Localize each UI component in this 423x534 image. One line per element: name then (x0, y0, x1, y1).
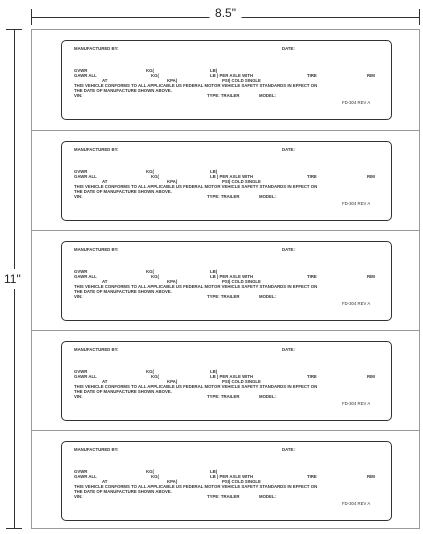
conformity-statement-line2: THE DATE OF MANUFACTURE SHOWN ABOVE. (74, 88, 172, 93)
model-label: MODEL: (259, 394, 276, 399)
gvwr-label: GVWR (74, 469, 88, 474)
label-sheet (31, 29, 420, 529)
gawr-all-label: GAWR ALL (74, 474, 97, 479)
gvwr-lb-label: LB) (210, 68, 218, 73)
vehicle-certification-label (61, 241, 392, 321)
psi-cold-single-label: PSI) COLD SINGLE (222, 379, 261, 384)
lb-per-axle-label: LB ) PER AXLE WITH (210, 73, 254, 78)
rim-label: RIM (367, 374, 375, 379)
form-id-label: FD-304 REV A (342, 301, 371, 306)
lb-per-axle-label: LB ) PER AXLE WITH (210, 274, 254, 279)
height-label: 11" (4, 269, 21, 289)
conformity-statement-line2: THE DATE OF MANUFACTURE SHOWN ABOVE. (74, 389, 172, 394)
manufactured-by-label: MANUFACTURED BY: (74, 46, 119, 51)
label-slot (32, 30, 419, 130)
type-trailer-label: TYPE: TRAILER (207, 93, 240, 98)
rim-label: RIM (367, 73, 375, 78)
model-label: MODEL: (259, 194, 276, 199)
lb-per-axle-label: LB ) PER AXLE WITH (210, 374, 254, 379)
lb-per-axle-label: LB ) PER AXLE WITH (210, 174, 254, 179)
gvwr-lb-label: LB) (210, 469, 218, 474)
manufactured-by-label: MANUFACTURED BY: (74, 247, 119, 252)
date-label: DATE: (282, 147, 295, 152)
tire-label: TIRE (307, 174, 317, 179)
tire-label: TIRE (307, 374, 317, 379)
kpa-label: KPA( (167, 78, 178, 83)
vehicle-certification-label (61, 341, 392, 421)
conformity-statement-line1: THIS VEHICLE CONFORMS TO ALL APPLICABLE US FEDERAL MOTOR VEHICLE SAFETY STANDARDS IN EFFECT ON (74, 384, 318, 389)
width-label: 8.5" (209, 6, 242, 20)
label-slot (32, 230, 419, 330)
label-slot (32, 130, 419, 230)
kpa-label: KPA( (167, 379, 178, 384)
gawr-kg-label: KG( (151, 73, 159, 78)
tire-label: TIRE (307, 73, 317, 78)
vin-label: VIN: (74, 294, 83, 299)
vin-label: VIN: (74, 494, 83, 499)
conformity-statement-line1: THIS VEHICLE CONFORMS TO ALL APPLICABLE US FEDERAL MOTOR VEHICLE SAFETY STANDARDS IN EFFECT ON (74, 83, 318, 88)
kpa-label: KPA( (167, 179, 178, 184)
type-trailer-label: TYPE: TRAILER (207, 394, 240, 399)
gvwr-lb-label: LB) (210, 269, 218, 274)
gvwr-label: GVWR (74, 369, 88, 374)
psi-cold-single-label: PSI) COLD SINGLE (222, 279, 261, 284)
conformity-statement-line2: THE DATE OF MANUFACTURE SHOWN ABOVE. (74, 189, 172, 194)
gvwr-kg-label: KG( (146, 68, 154, 73)
at-label: AT (102, 379, 108, 384)
gvwr-kg-label: KG( (146, 469, 154, 474)
date-label: DATE: (282, 247, 295, 252)
type-trailer-label: TYPE: TRAILER (207, 194, 240, 199)
gvwr-kg-label: KG( (146, 269, 154, 274)
gvwr-label: GVWR (74, 269, 88, 274)
gawr-kg-label: KG( (151, 474, 159, 479)
form-id-label: FD-304 REV A (342, 501, 371, 506)
conformity-statement-line1: THIS VEHICLE CONFORMS TO ALL APPLICABLE US FEDERAL MOTOR VEHICLE SAFETY STANDARDS IN EFFECT ON (74, 484, 318, 489)
form-id-label: FD-304 REV A (342, 401, 371, 406)
date-label: DATE: (282, 347, 295, 352)
width-tick-right (419, 9, 420, 25)
manufactured-by-label: MANUFACTURED BY: (74, 347, 119, 352)
tire-label: TIRE (307, 274, 317, 279)
date-label: DATE: (282, 46, 295, 51)
conformity-statement-line2: THE DATE OF MANUFACTURE SHOWN ABOVE. (74, 489, 172, 494)
kpa-label: KPA( (167, 479, 178, 484)
at-label: AT (102, 78, 108, 83)
psi-cold-single-label: PSI) COLD SINGLE (222, 479, 261, 484)
at-label: AT (102, 479, 108, 484)
at-label: AT (102, 179, 108, 184)
tire-label: TIRE (307, 474, 317, 479)
gawr-kg-label: KG( (151, 374, 159, 379)
vehicle-certification-label (61, 40, 392, 120)
model-label: MODEL: (259, 494, 276, 499)
vin-label: VIN: (74, 93, 83, 98)
width-tick-left (31, 9, 32, 25)
type-trailer-label: TYPE: TRAILER (207, 494, 240, 499)
width-dimension (31, 3, 420, 23)
gvwr-kg-label: KG( (146, 169, 154, 174)
gawr-all-label: GAWR ALL (74, 374, 97, 379)
gvwr-kg-label: KG( (146, 369, 154, 374)
kpa-label: KPA( (167, 279, 178, 284)
rim-label: RIM (367, 174, 375, 179)
gvwr-label: GVWR (74, 68, 88, 73)
psi-cold-single-label: PSI) COLD SINGLE (222, 179, 261, 184)
conformity-statement-line1: THIS VEHICLE CONFORMS TO ALL APPLICABLE US FEDERAL MOTOR VEHICLE SAFETY STANDARDS IN EFFECT ON (74, 184, 318, 189)
gvwr-lb-label: LB) (210, 369, 218, 374)
gawr-all-label: GAWR ALL (74, 274, 97, 279)
gvwr-label: GVWR (74, 169, 88, 174)
rim-label: RIM (367, 474, 375, 479)
model-label: MODEL: (259, 93, 276, 98)
vehicle-certification-label (61, 141, 392, 221)
date-label: DATE: (282, 447, 295, 452)
gawr-all-label: GAWR ALL (74, 174, 97, 179)
manufactured-by-label: MANUFACTURED BY: (74, 147, 119, 152)
manufactured-by-label: MANUFACTURED BY: (74, 447, 119, 452)
psi-cold-single-label: PSI) COLD SINGLE (222, 78, 261, 83)
model-label: MODEL: (259, 294, 276, 299)
gawr-kg-label: KG( (151, 174, 159, 179)
type-trailer-label: TYPE: TRAILER (207, 294, 240, 299)
conformity-statement-line1: THIS VEHICLE CONFORMS TO ALL APPLICABLE US FEDERAL MOTOR VEHICLE SAFETY STANDARDS IN EFFECT ON (74, 284, 318, 289)
height-dimension (0, 29, 28, 529)
vehicle-certification-label (61, 441, 392, 521)
form-id-label: FD-304 REV A (342, 100, 371, 105)
label-slot (32, 330, 419, 430)
gvwr-lb-label: LB) (210, 169, 218, 174)
vin-label: VIN: (74, 194, 83, 199)
height-tick-bottom (6, 528, 22, 529)
label-slot (32, 430, 419, 530)
height-tick-top (6, 29, 22, 30)
at-label: AT (102, 279, 108, 284)
lb-per-axle-label: LB ) PER AXLE WITH (210, 474, 254, 479)
form-id-label: FD-304 REV A (342, 201, 371, 206)
gawr-all-label: GAWR ALL (74, 73, 97, 78)
rim-label: RIM (367, 274, 375, 279)
conformity-statement-line2: THE DATE OF MANUFACTURE SHOWN ABOVE. (74, 289, 172, 294)
gawr-kg-label: KG( (151, 274, 159, 279)
vin-label: VIN: (74, 394, 83, 399)
